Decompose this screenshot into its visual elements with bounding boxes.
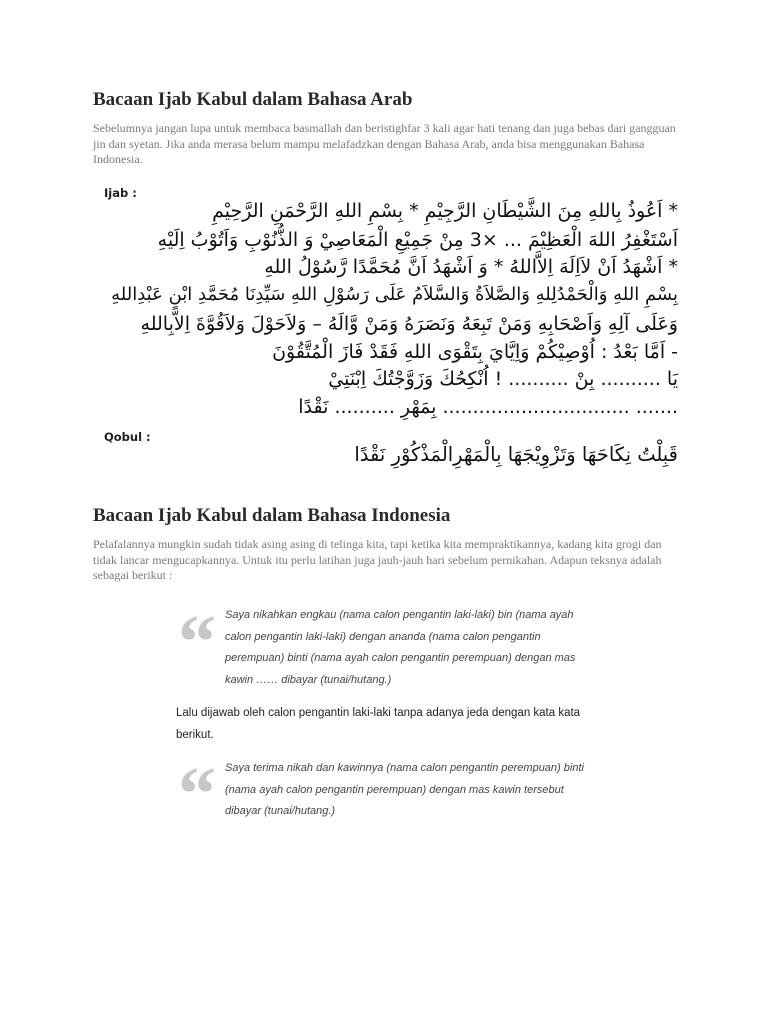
ijab-quote: Saya nikahkan engkau (nama calon pengantin laki-laki) bin (nama ayah calon pengantin laki-laki) dengan ananda (nama calon pengantin perempuan) binti (nama ayah calon pengantin perempuan) dengan mas kawin …… dibayar (tunai/hutang.) — [225, 609, 576, 686]
section-title-indonesia: Bacaan Ijab Kabul dalam Bahasa Indonesia — [93, 505, 451, 526]
answer-instruction: Lalu dijawab oleh calon pengantin laki-laki tanpa adanya jeda dengan kata kata berikut. — [176, 707, 581, 741]
ijab-line: بِسْمِ اللهِ وَالْحَمْدُلِلهِ وَالصَّلاَةُ وَالسَّلاَمُ عَلَى رَسُوْلِ اللهِ سَيِّدِنَا مُحَمَّدِ ابْنِ عَبْدِاللهِ — [111, 284, 678, 305]
intro-paragraph-arab: Sebelumnya jangan lupa untuk membaca basmallah dan beristighfar 3 kali agar hati tenang dan juga bebas dari gangguan jin dan syetan. Jika anda merasa belum mampu melafadzkan dengan Bahasa Arab, anda bisa menggunakan Bahasa Indonesia. — [93, 121, 676, 166]
qobul-label: Qobul : — [104, 430, 151, 444]
ijab-line: وَعَلَى آلِهِ وَاَصْحَابِهِ وَمَنْ تَبِعَهُ وَنَصَرَهُ وَمَنْ وَّالَهُ – وَلاَحَوْلَ وَلاَقُوَّةَ اِلاَّبِاللهِ — [140, 313, 678, 335]
quote-icon: “ — [178, 752, 216, 836]
ijab-line: ....... ............................... بِمَهْرِ .......... نَقْدًا — [298, 396, 678, 418]
ijab-label: Ijab : — [104, 186, 137, 200]
qobul-quote: Saya terima nikah dan kawinnya (nama calon pengantin perempuan) binti (nama ayah calon pengantin perempuan) dengan mas kawin tersebut dibayar (tunai/hutang.) — [225, 762, 584, 817]
quote-icon: “ — [178, 600, 216, 684]
qobul-line: قَبِلْتُ نِكَاحَهَا وَتَزْوِيْجَهَا بِالْمَهْرِالْمَذْكُوْرِ نَقْدًا — [354, 443, 678, 466]
section-title-arab: Bacaan Ijab Kabul dalam Bahasa Arab — [93, 89, 413, 110]
ijab-line: * اَشْهَدُ اَنْ لاَاِلَهَ اِلاَّاللهُ * وَ اَشْهَدُ اَنَّ مُحَمَّدًا رَّسُوْلُ اللهِ — [264, 256, 678, 278]
ijab-line: - اَمَّا بَعْدُ : اُوْصِيْكُمْ وَاِيَّايَ بِتَقْوَى اللهِ فَقَدْ فَازَ الْمُتَّقُوْنَ — [272, 341, 678, 363]
ijab-line: * اَعُوذُ بِاللهِ مِنَ الشَّيْطَانِ الرَّجِيْمِ * بِسْمِ اللهِ الرَّحْمَنِ الرَّحِيْمِ — [212, 200, 678, 222]
intro-paragraph-indonesia: Pelafalannya mungkin sudah tidak asing asing di telinga kita, tapi ketika kita mempraktikannya, kadang kita grogi dan tidak lancar mengucapkannya. Untuk itu perlu latihan juga jauh-jauh hari sebelum pernikahan. Adapun teksnya adalah sebagai berikut : — [93, 537, 662, 582]
ijab-line: يَا .......... بِنْ .......... ! اُنْكِحُكَ وَزَوَّجْتُكَ اِبْنَتِيْ — [328, 368, 678, 390]
ijab-line: اَسْتَغْفِرُ اللهَ الْعَظِيْمَ ... ×3 مِنْ جَمِيْعِ الْمَعَاصِيْ وَ الذُّنُوْبِ وَاَتُوْبُ اِلَيْهِ — [157, 229, 678, 251]
